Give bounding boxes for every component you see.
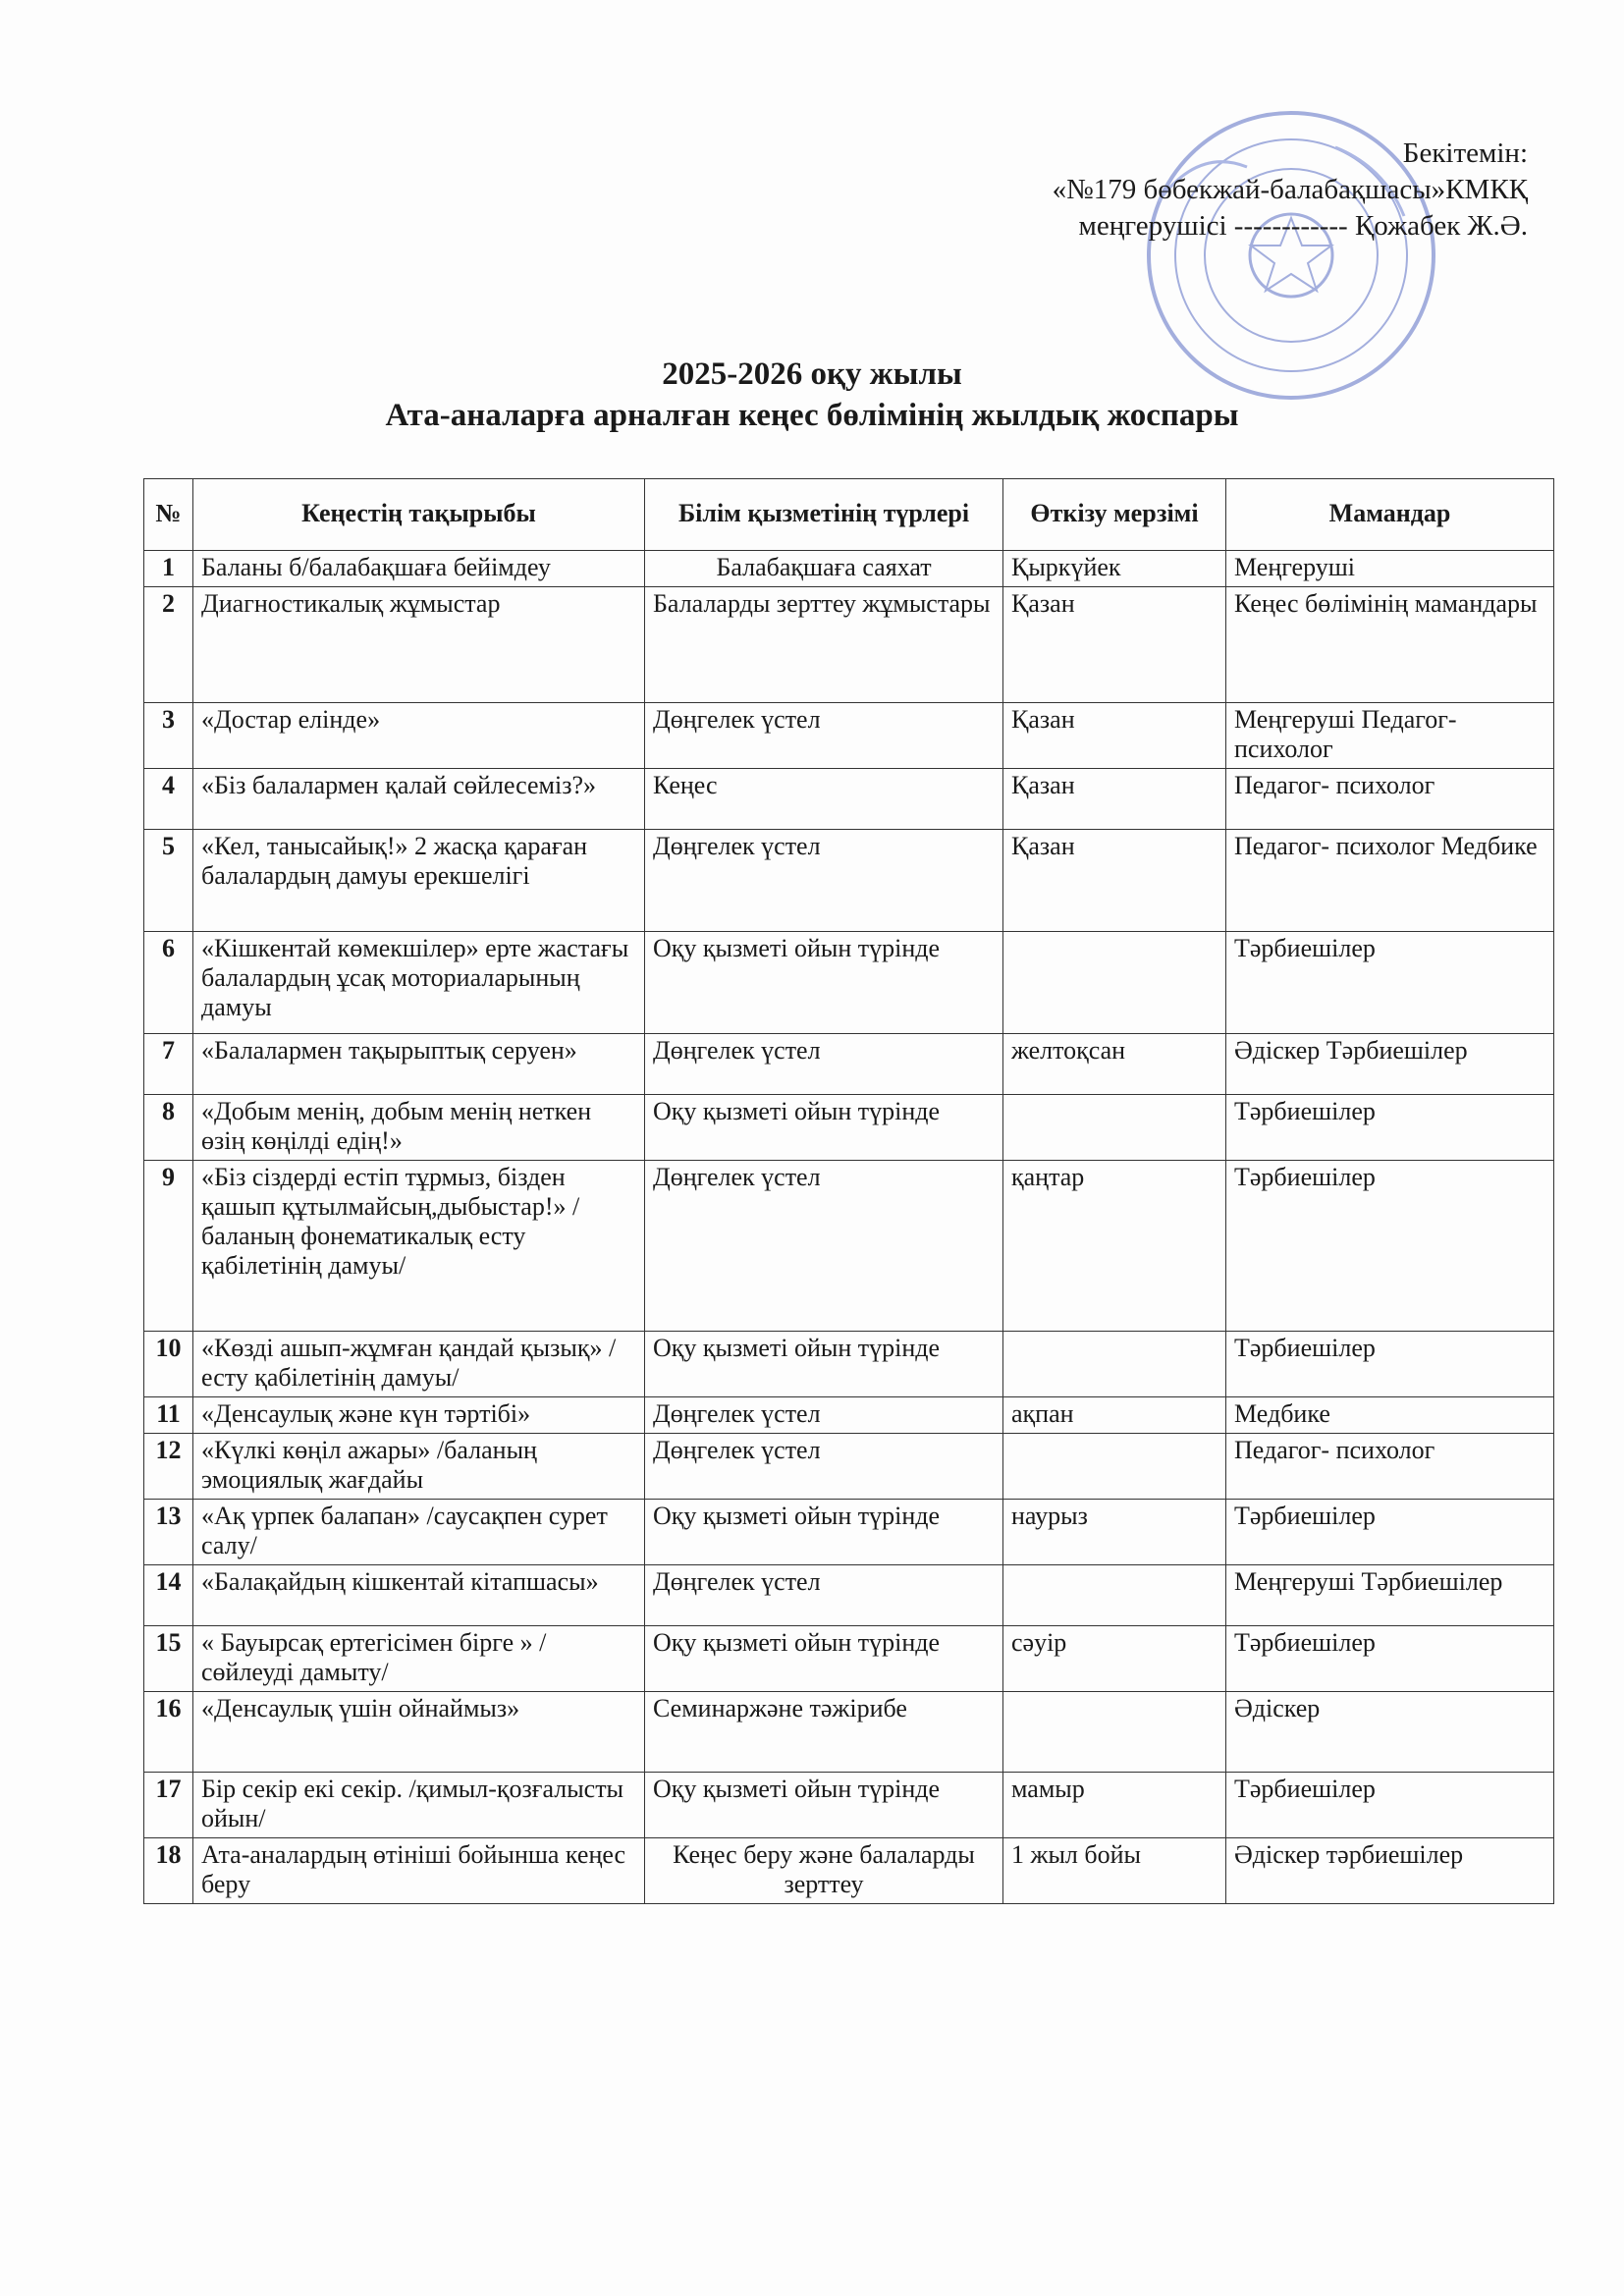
row-number: 12 — [144, 1434, 193, 1500]
approval-heading: Бекітемін: — [1402, 137, 1528, 169]
row-topic: Ата-аналардың өтініші бойынша кеңес беру — [193, 1838, 645, 1904]
row-topic: «Добым менің, добым менің неткен өзің көңілді едің!» — [193, 1095, 645, 1161]
table-row — [144, 1838, 1554, 1904]
row-topic: «Біз сіздерді естіп тұрмыз, бізден қашып құтылмайсың,дыбыстар!» /баланың фонематикалық есту қабілетінің дамуы/ — [193, 1161, 645, 1332]
row-topic: «Достар елінде» — [193, 703, 645, 769]
row-specialists: Тәрбиешілер — [1226, 1500, 1554, 1565]
row-specialists: Әдіскер Тәрбиешілер — [1226, 1034, 1554, 1095]
table-row — [144, 703, 1554, 769]
table-row — [144, 1692, 1554, 1773]
row-date: Қазан — [1003, 587, 1226, 703]
row-date: мамыр — [1003, 1773, 1226, 1838]
table-row — [144, 1434, 1554, 1500]
header-date: Өткізу мерзімі — [1003, 479, 1226, 551]
title-year: 2025-2026 оқу жылы — [662, 356, 962, 392]
row-activity-type: Дөңгелек үстел — [645, 1034, 1003, 1095]
row-topic: Диагностикалық жұмыстар — [193, 587, 645, 703]
row-date: ақпан — [1003, 1397, 1226, 1434]
row-number: 15 — [144, 1626, 193, 1692]
approval-signature-line: меңгерушісі ------------ Қожабек Ж.Ә. — [1078, 210, 1528, 242]
row-topic: Баланы б/балабақшаға бейімдеу — [193, 551, 645, 587]
row-topic: «Кел, танысайық!» 2 жасқа қараған балалардың дамуы ерекшелігі — [193, 830, 645, 932]
approval-block — [840, 136, 1528, 245]
row-activity-type: Балаларды зерттеу жұмыстары — [645, 587, 1003, 703]
table-row — [144, 1500, 1554, 1565]
row-activity-type: Семинаржәне тәжірибе — [645, 1692, 1003, 1773]
header-specialists: Мамандар — [1226, 479, 1554, 551]
row-date: желтоқсан — [1003, 1034, 1226, 1095]
row-number: 10 — [144, 1332, 193, 1397]
row-topic: «Балақайдың кішкентай кітапшасы» — [193, 1565, 645, 1626]
row-number: 4 — [144, 769, 193, 830]
row-number: 16 — [144, 1692, 193, 1773]
row-topic: «Күлкі көңіл ажары» /баланың эмоциялық жағдайы — [193, 1434, 645, 1500]
table-row — [144, 1626, 1554, 1692]
table-row — [144, 1034, 1554, 1095]
table-row — [144, 1773, 1554, 1838]
row-specialists: Тәрбиешілер — [1226, 1095, 1554, 1161]
row-topic: «Біз балалармен қалай сөйлесеміз?» — [193, 769, 645, 830]
row-activity-type: Дөңгелек үстел — [645, 1397, 1003, 1434]
row-date: наурыз — [1003, 1500, 1226, 1565]
approval-organization: «№179 бөбекжай-балабақшасы»КМКҚ — [1052, 174, 1528, 205]
row-date: Қазан — [1003, 830, 1226, 932]
row-specialists: Меңгеруші — [1226, 551, 1554, 587]
row-number: 7 — [144, 1034, 193, 1095]
row-date — [1003, 1332, 1226, 1397]
row-specialists: Әдіскер — [1226, 1692, 1554, 1773]
table-row — [144, 587, 1554, 703]
row-topic: Бір секір екі секір. /қимыл-қозғалысты ойын/ — [193, 1773, 645, 1838]
plan-table — [143, 478, 1554, 1904]
row-number: 1 — [144, 551, 193, 587]
row-activity-type: Кеңес беру және балаларды зерттеу — [645, 1838, 1003, 1904]
table-row — [144, 1095, 1554, 1161]
row-activity-type: Оқу қызметі ойын түрінде — [645, 1626, 1003, 1692]
row-topic: « Бауырсақ ертегісімен бірге » /сөйлеуді дамыту/ — [193, 1626, 645, 1692]
row-date: сәуір — [1003, 1626, 1226, 1692]
title-plan: Ата-аналарға арналған кеңес бөлімінің жылдық жоспары — [385, 398, 1239, 433]
row-date — [1003, 1565, 1226, 1626]
row-topic: «Көзді ашып-жұмған қандай қызық» /есту қабілетінің дамуы/ — [193, 1332, 645, 1397]
document-title — [0, 354, 1624, 436]
table-header-row — [144, 479, 1554, 551]
row-number: 13 — [144, 1500, 193, 1565]
row-number: 5 — [144, 830, 193, 932]
row-specialists: Тәрбиешілер — [1226, 1773, 1554, 1838]
row-activity-type: Дөңгелек үстел — [645, 703, 1003, 769]
row-specialists: Педагог- психолог Медбике — [1226, 830, 1554, 932]
row-activity-type: Дөңгелек үстел — [645, 1565, 1003, 1626]
row-activity-type: Дөңгелек үстел — [645, 1434, 1003, 1500]
row-specialists: Меңгеруші Педагог-психолог — [1226, 703, 1554, 769]
row-date: Қазан — [1003, 769, 1226, 830]
row-number: 11 — [144, 1397, 193, 1434]
row-activity-type: Дөңгелек үстел — [645, 1161, 1003, 1332]
row-number: 18 — [144, 1838, 193, 1904]
table-row — [144, 1565, 1554, 1626]
row-specialists: Кеңес бөлімінің мамандары — [1226, 587, 1554, 703]
header-topic: Кеңестің тақырыбы — [193, 479, 645, 551]
row-specialists: Тәрбиешілер — [1226, 932, 1554, 1034]
row-date — [1003, 1095, 1226, 1161]
row-number: 3 — [144, 703, 193, 769]
row-specialists: Тәрбиешілер — [1226, 1626, 1554, 1692]
table-row — [144, 551, 1554, 587]
row-activity-type: Оқу қызметі ойын түрінде — [645, 1332, 1003, 1397]
table-row — [144, 932, 1554, 1034]
row-date — [1003, 1434, 1226, 1500]
table-row — [144, 1397, 1554, 1434]
row-number: 8 — [144, 1095, 193, 1161]
row-activity-type: Оқу қызметі ойын түрінде — [645, 932, 1003, 1034]
row-specialists: Меңгеруші Тәрбиешілер — [1226, 1565, 1554, 1626]
row-specialists: Тәрбиешілер — [1226, 1332, 1554, 1397]
header-number: № — [144, 479, 193, 551]
row-activity-type: Оқу қызметі ойын түрінде — [645, 1500, 1003, 1565]
table-row — [144, 830, 1554, 932]
header-activity-type: Білім қызметінің түрлері — [645, 479, 1003, 551]
row-topic: «Балалармен тақырыптық серуен» — [193, 1034, 645, 1095]
row-number: 9 — [144, 1161, 193, 1332]
row-date: қаңтар — [1003, 1161, 1226, 1332]
row-activity-type: Оқу қызметі ойын түрінде — [645, 1773, 1003, 1838]
table-row — [144, 769, 1554, 830]
row-topic: «Денсаулық және күн тәртібі» — [193, 1397, 645, 1434]
row-number: 17 — [144, 1773, 193, 1838]
row-activity-type: Балабақшаға саяхат — [645, 551, 1003, 587]
table-row — [144, 1161, 1554, 1332]
row-number: 14 — [144, 1565, 193, 1626]
row-activity-type: Дөңгелек үстел — [645, 830, 1003, 932]
row-specialists: Педагог- психолог — [1226, 769, 1554, 830]
row-specialists: Медбике — [1226, 1397, 1554, 1434]
table-row — [144, 1332, 1554, 1397]
row-topic: «Кішкентай көмекшілер» ерте жастағы балалардың ұсақ моториаларының дамуы — [193, 932, 645, 1034]
row-specialists: Тәрбиешілер — [1226, 1161, 1554, 1332]
row-activity-type: Кеңес — [645, 769, 1003, 830]
row-topic: «Денсаулық үшін ойнаймыз» — [193, 1692, 645, 1773]
row-date — [1003, 932, 1226, 1034]
row-date: Қазан — [1003, 703, 1226, 769]
row-date: Қыркүйек — [1003, 551, 1226, 587]
row-date: 1 жыл бойы — [1003, 1838, 1226, 1904]
row-date — [1003, 1692, 1226, 1773]
row-topic: «Ақ үрпек балапан» /саусақпен сурет салу/ — [193, 1500, 645, 1565]
row-activity-type: Оқу қызметі ойын түрінде — [645, 1095, 1003, 1161]
row-number: 2 — [144, 587, 193, 703]
row-specialists: Әдіскер тәрбиешілер — [1226, 1838, 1554, 1904]
row-number: 6 — [144, 932, 193, 1034]
row-specialists: Педагог- психолог — [1226, 1434, 1554, 1500]
